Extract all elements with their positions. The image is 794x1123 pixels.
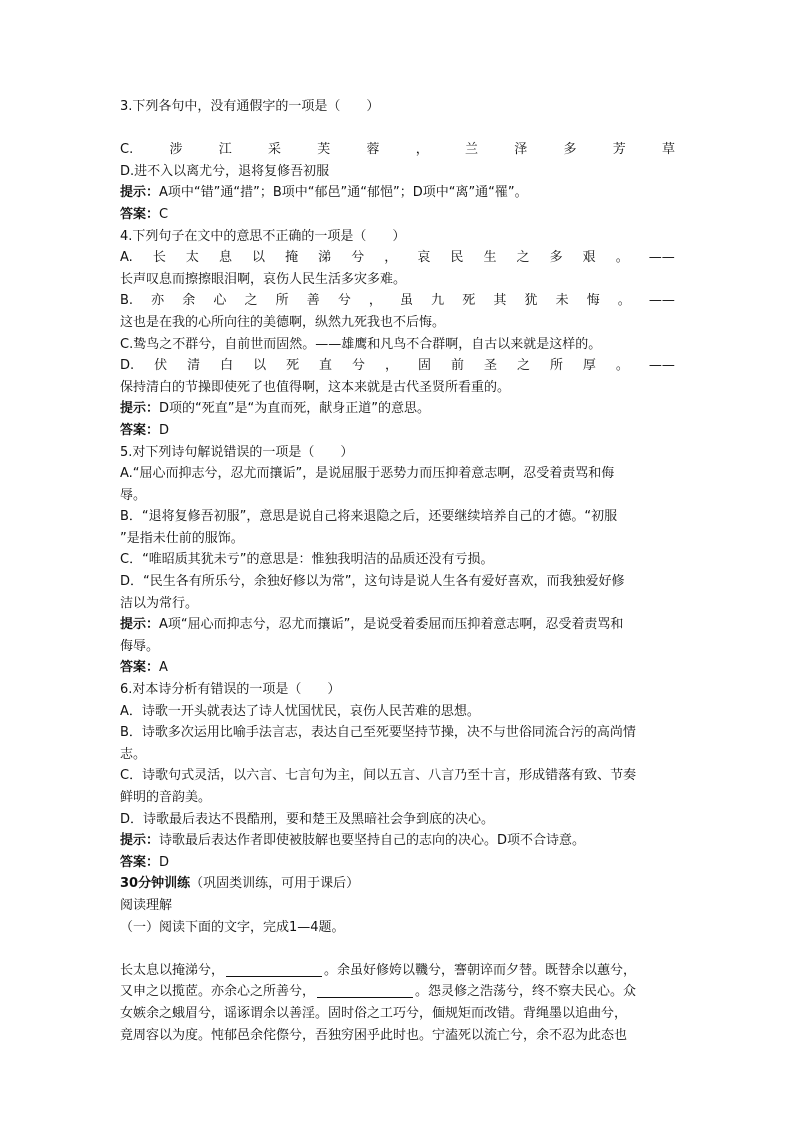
passage-text: 长太息以掩涕兮， (120, 962, 225, 978)
option-char: 未 (555, 293, 569, 309)
option-char: 之 (244, 293, 258, 309)
option-char: 多 (563, 142, 577, 158)
q5-option-b-line1: B．“退将复修吾初服”，意思是说自己将来退隐之后，还要继续培养自己的才德。“初服 (120, 509, 618, 525)
option-char: 之 (516, 358, 530, 374)
training-heading (120, 873, 675, 895)
answer-label: 答案： (120, 660, 160, 676)
option-char: 圣 (483, 358, 497, 374)
q3-answer (120, 204, 675, 226)
answer-label: 答案： (120, 854, 160, 870)
option-char: 心 (213, 293, 227, 309)
answer-value: C (159, 206, 169, 222)
option-char: 兮 (351, 250, 365, 266)
option-char: 蓉 (366, 142, 380, 158)
option-char: B. (120, 293, 134, 309)
reading-instruction: （一）阅读下面的文字，完成1—4题。 (120, 919, 345, 935)
hint-label: 提示： (120, 617, 160, 633)
option-char: 固 (418, 358, 432, 374)
option-char: 亦 (151, 293, 165, 309)
q5-answer (120, 657, 675, 679)
fill-in-blank (226, 963, 322, 977)
q6-option-b-line2: 志。 (120, 746, 147, 762)
q4-option-d (120, 355, 675, 377)
q5-option-a-line1: A.“屈心而抑志兮，忍尤而攘诟”，是说屈服于恶势力而压抑着意志啊，忍受着责骂和侮 (120, 466, 615, 482)
option-char: —— (648, 358, 675, 374)
q4-hint (120, 398, 675, 420)
option-char: 所 (549, 358, 563, 374)
q5-hint-line1 (120, 614, 675, 636)
answer-value: D (159, 854, 170, 870)
q6-hint (120, 830, 675, 852)
q6-option-c-line2: 鲜明的音韵美。 (120, 790, 212, 805)
option-char: 芳 (612, 142, 626, 158)
section-title: 阅读理解 (120, 897, 173, 913)
q3-option-c (120, 139, 675, 161)
spacer (120, 938, 675, 960)
option-char: 涕 (318, 250, 332, 266)
option-char: 。 (615, 250, 629, 266)
q5-option-b-line2: ”是指未仕前的服饰。 (120, 530, 244, 546)
option-char: 直 (319, 358, 333, 374)
option-char: 民 (450, 250, 464, 266)
option-char: 。 (615, 358, 629, 374)
q5-stem: 5.对下列诗句解说错误的一项是（ ） (120, 444, 354, 460)
option-char: 悔 (586, 293, 600, 309)
option-char: 前 (450, 358, 464, 374)
option-char: 兮 (337, 293, 351, 309)
q4-option-d-translation: 保持清白的节操即使死了也值得啊，这本来就是古代圣贤所看重的。 (120, 379, 511, 395)
hint-label: 提示： (120, 401, 160, 417)
option-char: 。 (617, 293, 631, 309)
hint-text: D项的“死直”是“为直而死，献身正道”的意思。 (159, 401, 430, 417)
option-char: 其 (493, 293, 507, 309)
passage-line-4: 竟周容以为度。忳郁邑余侘傺兮，吾独穷困乎此时也。宁溘死以流亡兮，余不忍为此态也 (120, 1027, 628, 1043)
hint-text: A项“屈心而抑志兮，忍尤而攘诟”，是说受着委屈而压抑着意志啊，忍受着责骂和 (159, 617, 624, 633)
q4-option-a (120, 247, 675, 269)
passage-text: 。怨灵修之浩荡兮，终不察夫民心。众 (415, 984, 637, 1000)
option-char: 清 (187, 358, 201, 374)
option-char: 兰 (464, 142, 478, 158)
option-char: ， (368, 293, 382, 309)
option-char: 伏 (154, 358, 168, 374)
q4-option-c: C.鸷鸟之不群兮，自前世而固然。——雄鹰和凡鸟不合群啊，自古以来就是这样的。 (120, 336, 602, 352)
q4-option-b (120, 290, 675, 312)
option-char: 芙 (317, 142, 331, 158)
q6-option-a: A．诗歌一开头就表达了诗人忧国忧民，哀伤人民苦难的思想。 (120, 703, 480, 719)
option-char: A. (120, 250, 133, 266)
option-char: 余 (182, 293, 196, 309)
answer-label: 答案： (120, 422, 160, 438)
option-char: 九 (431, 293, 445, 309)
answer-value: A (159, 660, 168, 676)
option-char: 善 (306, 293, 320, 309)
option-char: 所 (275, 293, 289, 309)
option-char: ， (385, 358, 399, 374)
option-char: 多 (549, 250, 563, 266)
option-char: 掩 (285, 250, 299, 266)
q5-hint-line2: 侮辱。 (120, 638, 160, 654)
hint-text: A项中“错”通“措”；B项中“郁邑”通“郁悒”；D项中“离”通“罹”。 (159, 185, 528, 201)
document-page (120, 96, 675, 1046)
option-char: —— (648, 293, 675, 309)
option-char: 犹 (524, 293, 538, 309)
q6-option-c-line1: C．诗歌句式灵活，以六言、七言句为主，间以五言、八言乃至十言，形成错落有致、节奏 (120, 768, 637, 784)
q6-answer (120, 852, 675, 874)
q5-option-d-line2: 洁以为常行。 (120, 595, 199, 611)
option-char: 死 (462, 293, 476, 309)
hint-label: 提示： (120, 833, 160, 849)
passage-line-2 (120, 981, 675, 1003)
q4-option-b-translation: 这也是在我的心所向往的美德啊，纵然九死我也不后悔。 (120, 314, 446, 330)
training-subtitle: （巩固类训练，可用于课后） (190, 876, 360, 892)
option-char: 虽 (400, 293, 414, 309)
option-char: 兮 (352, 358, 366, 374)
option-char: ， (384, 250, 398, 266)
option-char: 泽 (514, 142, 528, 158)
option-char: D. (120, 358, 135, 374)
q4-answer (120, 420, 675, 442)
option-char: 太 (185, 250, 199, 266)
passage-line-1 (120, 960, 675, 982)
q3-hint (120, 182, 675, 204)
hint-label: 提示： (120, 185, 160, 201)
q3-option-d: D.进不入以离尤兮，退将复修吾初服 (120, 163, 330, 179)
option-char: 长 (152, 250, 166, 266)
passage-text: 。余虽好修姱以鞿兮，謇朝谇而夕替。既替余以蕙兮， (324, 962, 637, 978)
fill-in-blank (317, 984, 413, 998)
answer-value: D (159, 422, 170, 438)
training-title: 30分钟训练 (120, 876, 191, 892)
option-char: 江 (218, 142, 232, 158)
q3-stem: 3.下列各句中，没有通假字的一项是（ ） (120, 99, 380, 114)
option-char: 艰 (582, 250, 596, 266)
answer-label: 答案： (120, 206, 160, 222)
q6-option-b-line1: B．诗歌多次运用比喻手法言志，表达自己至死要坚持节操，决不与世俗同流合污的高尚情 (120, 725, 636, 741)
option-char: 涉 (169, 142, 183, 158)
spacer (120, 118, 675, 140)
option-char: C. (120, 142, 134, 158)
q5-option-a-line2: 辱。 (120, 487, 147, 503)
q5-option-d-line1: D．“民生各有所乐兮，余独好修以为常”，这句诗是说人生各有爱好喜欢，而我独爱好修 (120, 574, 625, 590)
option-char: 生 (483, 250, 497, 266)
passage-text: 又申之以揽茝。亦余心之所善兮， (120, 984, 316, 1000)
q6-stem: 6.对本诗分析有错误的一项是（ ） (120, 682, 341, 698)
q5-option-c: C．“唯昭质其犹未亏”的意思是：惟独我明洁的品质还没有亏损。 (120, 552, 494, 568)
option-char: 以 (252, 250, 266, 266)
option-char: 之 (516, 250, 530, 266)
option-char: ， (415, 142, 429, 158)
option-char: 死 (286, 358, 300, 374)
option-char: 以 (253, 358, 267, 374)
option-char: 白 (220, 358, 234, 374)
q4-option-a-translation: 长声叹息而擦擦眼泪啊，哀伤人民生活多灾多难。 (120, 271, 407, 287)
q4-stem: 4.下列句子在文中的意思不正确的一项是（ ） (120, 228, 406, 244)
option-char: 厚 (582, 358, 596, 374)
passage-line-3: 女嫉余之蛾眉兮，谣诼谓余以善淫。固时俗之工巧兮，偭规矩而改错。背绳墨以追曲兮， (120, 1005, 628, 1021)
option-char: 息 (218, 250, 232, 266)
option-char: 草 (661, 142, 675, 158)
option-char: —— (648, 250, 675, 266)
option-char: 采 (267, 142, 281, 158)
option-char: 哀 (417, 250, 431, 266)
q6-option-d: D．诗歌最后表达不畏酷刑，要和楚王及黑暗社会争到底的决心。 (120, 811, 495, 827)
hint-text: 诗歌最后表达作者即使被肢解也要坚持自己的志向的决心。D项不合诗意。 (159, 833, 586, 849)
